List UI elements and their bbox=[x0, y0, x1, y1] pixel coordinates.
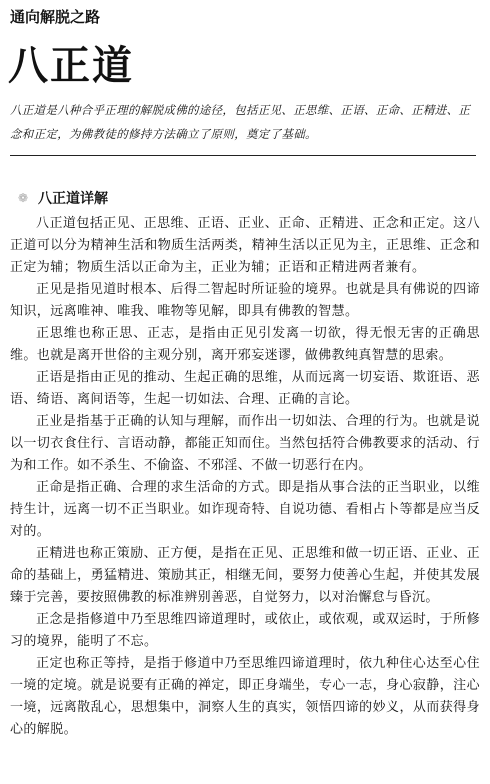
paragraph: 正命是指正确、合理的求生活命的方式。即是指从事合法的正当职业，以维持生计，远离一切不正当职业。如诈现奇特、自说功德、看相占卜等都是应当反对的。 bbox=[10, 480, 480, 539]
section-heading bbox=[18, 188, 108, 208]
paragraph: 正见是指见道时根本、后得二智起时所证验的境界。也就是具有佛说的四谛知识，远离唯神、唯我、唯物等见解，即具有佛教的智慧。 bbox=[10, 282, 480, 319]
section-heading-text: 八正道详解 bbox=[38, 191, 108, 207]
paragraph: 正定也称正等持，是指于修道中乃至思维四谛道理时，依九种住心达至心住一境的定境。就是说要有正确的禅定，即正身端坐，专心一志，身心寂静，注心一境，远离散乱心，思想集中，洞察人生的真实，领悟四谛的妙义，从而获得身心的解脱。 bbox=[10, 656, 480, 737]
page-title: 八正道 bbox=[8, 43, 134, 89]
paragraph: 八正道包括正见、正思维、正语、正业、正命、正精进、正念和正定。这八正道可以分为精神生活和物质生活两类，精神生活以正见为主，正思维、正念和正定为辅；物质生活以正命为主，正业为辅；正语和正精进两者兼有。 bbox=[10, 216, 480, 275]
intro-paragraph: 八正道是八种合乎正理的解脱成佛的途径，包括正见、正思维、正语、正命、正精进、正念和正定，为佛教徒的修持方法确立了原则，奠定了基础。 bbox=[10, 103, 471, 141]
chapter-label: 通向解脱之路 bbox=[10, 8, 101, 26]
paragraph: 正思维也称正思、正志，是指由正见引发离一切欲，得无恨无害的正确思维。也就是离开世俗的主观分别，离开邪妄迷谬，做佛教纯真智慧的思索。 bbox=[10, 326, 480, 363]
paragraph: 正念是指修道中乃至思维四谛道理时，或依止，或依观，或双运时，于所修习的境界，能明了不忘。 bbox=[10, 612, 480, 649]
paragraph: 正精进也称正策励、正方便，是指在正见、正思维和做一切正语、正业、正命的基础上，勇猛精进、策励其正，相继无间，要努力使善心生起，并使其发展臻于完善，要按照佛教的标准辨别善恶，自觉努力，以对治懈怠与昏沉。 bbox=[10, 546, 480, 605]
divider bbox=[10, 155, 476, 156]
lotus-icon: ❁ bbox=[18, 191, 29, 205]
body-text bbox=[10, 213, 480, 741]
paragraph: 正语是指由正见的推动、生起正确的思维，从而远离一切妄语、欺诳语、恶语、绮语、离间语等，生起一切如法、合理、正确的言论。 bbox=[10, 370, 480, 407]
paragraph: 正业是指基于正确的认知与理解，而作出一切如法、合理的行为。也就是说以一切衣食住行、言语动静，都能正知而住。当然包括符合佛教要求的活动、行为和工作。如不杀生、不偷盗、不邪淫、不做一切恶行在内。 bbox=[10, 414, 480, 473]
